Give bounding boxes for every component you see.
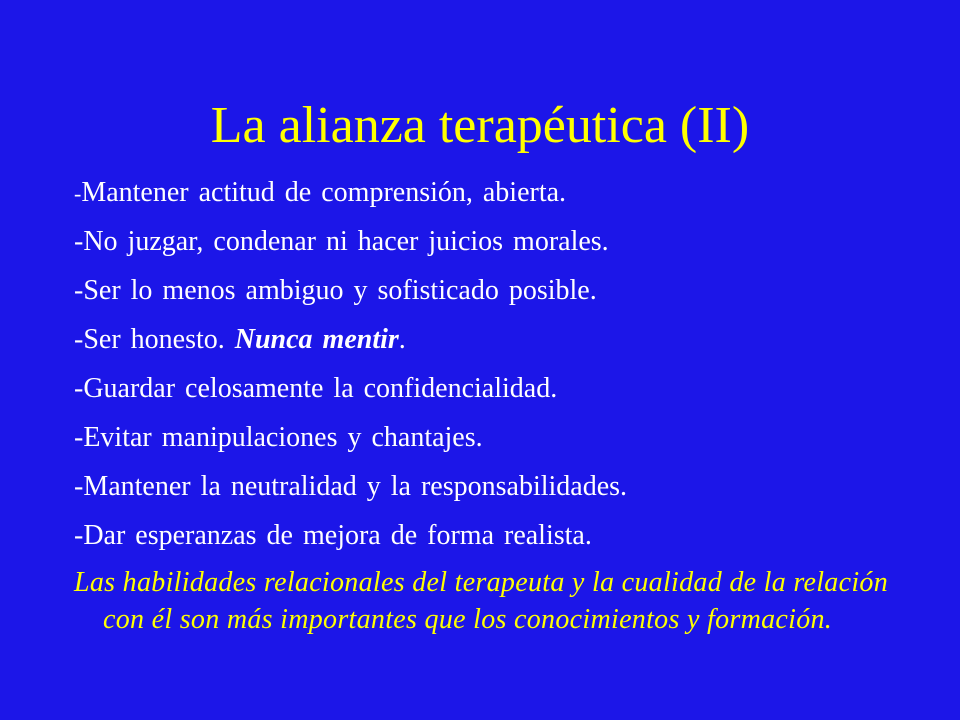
bullet-item [74, 413, 934, 462]
slide-title: La alianza terapéutica (II) [210, 97, 750, 154]
bullet-text: No juzgar, condenar ni hacer juicios morales. [83, 226, 609, 257]
bullet-dash: - [74, 471, 84, 502]
bullet-dash: - [74, 324, 84, 355]
bullet-text: Guardar celosamente la confidencialidad. [83, 373, 558, 404]
bullet-item [74, 217, 934, 266]
bullet-item [74, 266, 934, 315]
bullet-dash: - [74, 181, 82, 206]
bullet-text: Ser honesto. [83, 324, 235, 355]
bullet-dash: - [74, 520, 84, 551]
bullet-text-after: . [398, 324, 406, 355]
bullet-dash: - [74, 275, 84, 306]
bullet-item [74, 364, 934, 413]
closing-statement: Las habilidades relacionales del terapeuta y la cualidad de la relación con él son más importantes que los conocimientos y formación. [74, 567, 888, 635]
bullet-dash: - [74, 226, 84, 257]
bullet-item [74, 462, 934, 511]
bullet-dash: - [74, 422, 84, 453]
bullet-list [74, 168, 934, 560]
bullet-item [74, 511, 934, 560]
bullet-item [74, 168, 934, 217]
bullet-item [74, 315, 934, 364]
bullet-dash: - [74, 373, 84, 404]
bullet-text: Dar esperanzas de mejora de forma realista. [83, 520, 592, 551]
bullet-text: Ser lo menos ambiguo y sofisticado posible. [83, 275, 597, 306]
bullet-text: Mantener actitud de comprensión, abierta. [81, 177, 567, 208]
bullet-emphasis: Nunca mentir [234, 324, 399, 355]
bullet-text: Mantener la neutralidad y la responsabilidades. [83, 471, 628, 502]
bullet-text: Evitar manipulaciones y chantajes. [83, 422, 483, 453]
